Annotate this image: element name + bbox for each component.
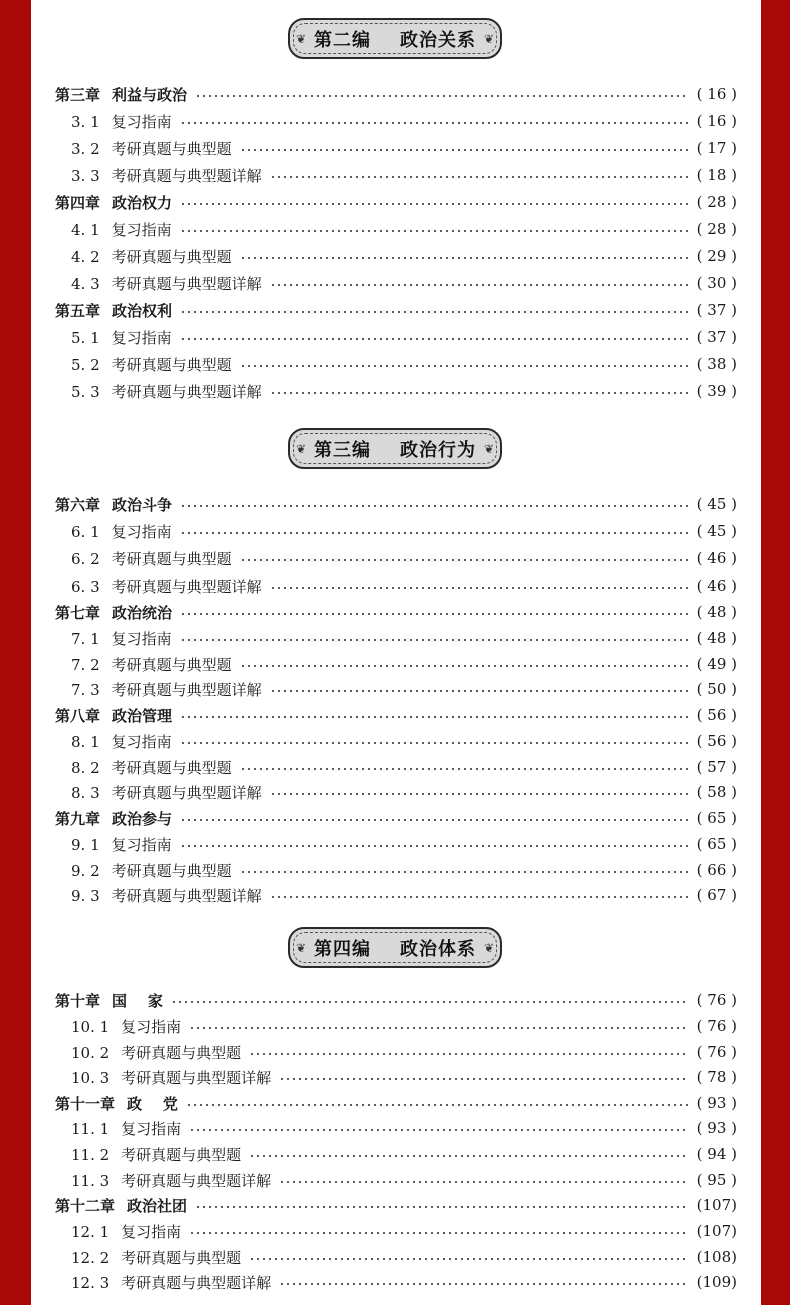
section-number: 11. 2: [71, 1145, 110, 1164]
section-title: 考研真题与典型题详解: [121, 1068, 272, 1087]
leader-dots: [270, 392, 689, 394]
toc-chapter-row[interactable]: [55, 1194, 737, 1216]
toc-section-row[interactable]: [55, 1117, 737, 1139]
chapter-number: 第十一章: [55, 1094, 116, 1113]
section-number: 4. 2: [71, 247, 100, 266]
section-number: 10. 2: [71, 1043, 110, 1062]
section-number: 4. 1: [71, 220, 100, 239]
page-number: ( 76 ): [696, 1017, 737, 1035]
toc-section-row[interactable]: [55, 833, 737, 855]
section-title: 复习指南: [111, 112, 172, 131]
toc-section-row[interactable]: [55, 245, 737, 267]
section-title: 复习指南: [111, 835, 172, 854]
leader-dots: [279, 1181, 688, 1183]
section-title: 考研真题与典型题详解: [111, 274, 262, 293]
toc-chapter-row[interactable]: [55, 191, 737, 213]
page-number: ( 50 ): [696, 680, 737, 698]
section-number: 5. 3: [71, 382, 100, 401]
toc-chapter-row[interactable]: [55, 1092, 737, 1114]
toc-section-row[interactable]: [55, 575, 737, 597]
toc-section-row[interactable]: [55, 653, 737, 675]
section-number: 3. 3: [71, 166, 100, 185]
toc-section-row[interactable]: [55, 272, 737, 294]
section-title: 复习指南: [111, 328, 172, 347]
leader-dots: [180, 716, 689, 718]
leader-dots: [270, 176, 689, 178]
part-heading: [288, 428, 502, 469]
leader-dots: [240, 149, 689, 151]
toc-section-row[interactable]: [55, 380, 737, 402]
section-number: 10. 3: [71, 1068, 110, 1087]
toc-section-row[interactable]: [55, 1066, 737, 1088]
toc-section-row[interactable]: [55, 1220, 737, 1242]
section-number: 6. 2: [71, 549, 100, 568]
leader-dots: [270, 690, 689, 692]
page-number: ( 56 ): [696, 732, 737, 750]
page-number: ( 16 ): [696, 112, 737, 130]
section-number: 4. 3: [71, 274, 100, 293]
chapter-title: 政治权力: [112, 193, 173, 212]
chapter-number: 第三章: [55, 85, 101, 104]
toc-section-row[interactable]: [55, 1246, 737, 1268]
chapter-title: 利益与政治: [112, 85, 188, 104]
page-number: ( 37 ): [696, 301, 737, 319]
leader-dots: [240, 871, 689, 873]
page-number: ( 93 ): [696, 1094, 737, 1112]
chapter-title: 国 家: [112, 991, 163, 1010]
leader-dots: [180, 505, 689, 507]
toc-section-row[interactable]: [55, 1015, 737, 1037]
scroll-ornament-icon: ❦: [483, 940, 494, 955]
part-heading: [288, 18, 502, 59]
toc-section-row[interactable]: [55, 164, 737, 186]
toc-section-row[interactable]: [55, 520, 737, 542]
toc-chapter-row[interactable]: [55, 704, 737, 726]
page-number: ( 65 ): [696, 809, 737, 827]
toc-page: [31, 0, 761, 1305]
leader-dots: [240, 768, 689, 770]
leader-dots: [240, 365, 689, 367]
page-number: ( 30 ): [696, 274, 737, 292]
page-number: ( 28 ): [696, 193, 737, 211]
leader-dots: [249, 1053, 688, 1055]
part-title: 第二编 政治关系: [313, 29, 477, 51]
section-title: 考研真题与典型题详解: [111, 166, 262, 185]
section-title: 考研真题与典型题详解: [121, 1171, 272, 1190]
leader-dots: [249, 1258, 688, 1260]
section-title: 考研真题与典型题详解: [111, 886, 262, 905]
section-title: 考研真题与典型题详解: [111, 783, 262, 802]
leader-dots: [189, 1027, 688, 1029]
section-number: 3. 2: [71, 139, 100, 158]
leader-dots: [195, 95, 689, 97]
leader-dots: [180, 338, 689, 340]
leader-dots: [240, 257, 689, 259]
chapter-title: 政 党: [127, 1094, 178, 1113]
page-number: ( 17 ): [696, 139, 737, 157]
chapter-number: 第六章: [55, 495, 101, 514]
leader-dots: [180, 311, 689, 313]
leader-dots: [270, 587, 689, 589]
toc-section-row[interactable]: [55, 353, 737, 375]
page-number: ( 58 ): [696, 783, 737, 801]
section-number: 7. 3: [71, 680, 100, 699]
page-number: ( 66 ): [696, 861, 737, 879]
section-title: 复习指南: [111, 220, 172, 239]
part-title: 第三编 政治行为: [313, 439, 477, 461]
toc-section-row[interactable]: [55, 884, 737, 906]
page-number: ( 94 ): [696, 1145, 737, 1163]
page-number: ( 76 ): [696, 991, 737, 1009]
section-number: 6. 1: [71, 522, 100, 541]
section-number: 8. 3: [71, 783, 100, 802]
chapter-number: 第四章: [55, 193, 101, 212]
toc-section-row[interactable]: [55, 326, 737, 348]
section-number: 6. 3: [71, 577, 100, 596]
section-number: 12. 1: [71, 1222, 110, 1241]
chapter-title: 政治管理: [112, 706, 173, 725]
scroll-ornament-icon: ❦: [296, 441, 307, 456]
section-number: 5. 2: [71, 355, 100, 374]
section-title: 考研真题与典型题: [121, 1248, 242, 1267]
section-number: 7. 1: [71, 629, 100, 648]
page-number: (109): [696, 1273, 737, 1291]
section-number: 11. 1: [71, 1119, 110, 1138]
chapter-title: 政治社团: [127, 1196, 188, 1215]
section-title: 复习指南: [121, 1222, 182, 1241]
page-number: ( 93 ): [696, 1119, 737, 1137]
leader-dots: [249, 1155, 688, 1157]
section-number: 8. 1: [71, 732, 100, 751]
toc-section-row[interactable]: [55, 1271, 737, 1293]
leader-dots: [180, 532, 689, 534]
leader-dots: [270, 793, 689, 795]
leader-dots: [180, 613, 689, 615]
page-number: ( 46 ): [696, 549, 737, 567]
section-title: 考研真题与典型题: [111, 247, 232, 266]
page-number: ( 16 ): [696, 85, 737, 103]
section-title: 复习指南: [111, 732, 172, 751]
leader-dots: [189, 1129, 688, 1131]
leader-dots: [279, 1283, 688, 1285]
leader-dots: [240, 665, 689, 667]
toc-chapter-row[interactable]: [55, 299, 737, 321]
page-number: ( 48 ): [696, 629, 737, 647]
section-number: 8. 2: [71, 758, 100, 777]
section-number: 10. 1: [71, 1017, 110, 1036]
section-title: 考研真题与典型题: [111, 355, 232, 374]
chapter-number: 第十章: [55, 991, 101, 1010]
chapter-title: 政治权利: [112, 301, 173, 320]
chapter-number: 第五章: [55, 301, 101, 320]
toc-section-row[interactable]: [55, 781, 737, 803]
section-title: 复习指南: [121, 1119, 182, 1138]
page-number: ( 76 ): [696, 1043, 737, 1061]
leader-dots: [189, 1232, 688, 1234]
page-number: ( 38 ): [696, 355, 737, 373]
section-number: 9. 2: [71, 861, 100, 880]
toc-section-row[interactable]: [55, 730, 737, 752]
part-title: 第四编 政治体系: [313, 938, 477, 960]
section-title: 考研真题与典型题: [111, 655, 232, 674]
page-number: ( 67 ): [696, 886, 737, 904]
section-title: 复习指南: [121, 1017, 182, 1036]
section-number: 5. 1: [71, 328, 100, 347]
leader-dots: [240, 559, 689, 561]
page-number: ( 37 ): [696, 328, 737, 346]
section-title: 考研真题与典型题: [111, 861, 232, 880]
section-title: 考研真题与典型题详解: [111, 382, 262, 401]
toc-section-row[interactable]: [55, 678, 737, 700]
page-number: ( 29 ): [696, 247, 737, 265]
leader-dots: [180, 122, 689, 124]
page-number: ( 39 ): [696, 382, 737, 400]
chapter-title: 政治参与: [112, 809, 173, 828]
leader-dots: [180, 639, 689, 641]
toc-section-row[interactable]: [55, 1143, 737, 1165]
scroll-ornament-icon: ❦: [296, 940, 307, 955]
toc-chapter-row[interactable]: [55, 493, 737, 515]
chapter-title: 政治斗争: [112, 495, 173, 514]
chapter-number: 第八章: [55, 706, 101, 725]
section-number: 9. 3: [71, 886, 100, 905]
toc-section-row[interactable]: [55, 137, 737, 159]
leader-dots: [171, 1001, 689, 1003]
leader-dots: [186, 1104, 689, 1106]
chapter-number: 第七章: [55, 603, 101, 622]
chapter-number: 第九章: [55, 809, 101, 828]
leader-dots: [270, 896, 689, 898]
section-number: 12. 2: [71, 1248, 110, 1267]
scroll-ornament-icon: ❦: [483, 31, 494, 46]
section-number: 7. 2: [71, 655, 100, 674]
section-title: 考研真题与典型题详解: [111, 577, 262, 596]
section-title: 考研真题与典型题详解: [121, 1273, 272, 1292]
toc-chapter-row[interactable]: [55, 807, 737, 829]
scroll-ornament-icon: ❦: [296, 31, 307, 46]
scroll-ornament-icon: ❦: [483, 441, 494, 456]
chapter-title: 政治统治: [112, 603, 173, 622]
section-title: 复习指南: [111, 629, 172, 648]
toc-section-row[interactable]: [55, 218, 737, 240]
toc-section-row[interactable]: [55, 756, 737, 778]
section-title: 考研真题与典型题: [111, 549, 232, 568]
section-number: 11. 3: [71, 1171, 110, 1190]
leader-dots: [180, 742, 689, 744]
leader-dots: [180, 203, 689, 205]
page-number: ( 65 ): [696, 835, 737, 853]
toc-section-row[interactable]: [55, 547, 737, 569]
page-number: ( 49 ): [696, 655, 737, 673]
page-number: ( 56 ): [696, 706, 737, 724]
toc-section-row[interactable]: [55, 627, 737, 649]
toc-chapter-row[interactable]: [55, 83, 737, 105]
page-number: ( 28 ): [696, 220, 737, 238]
leader-dots: [180, 845, 689, 847]
leader-dots: [279, 1078, 688, 1080]
section-title: 复习指南: [111, 522, 172, 541]
page-number: ( 46 ): [696, 577, 737, 595]
toc-section-row[interactable]: [55, 110, 737, 132]
toc-section-row[interactable]: [55, 859, 737, 881]
leader-dots: [180, 230, 689, 232]
section-number: 3. 1: [71, 112, 100, 131]
page-number: ( 18 ): [696, 166, 737, 184]
page-number: ( 48 ): [696, 603, 737, 621]
page-number: ( 57 ): [696, 758, 737, 776]
section-number: 12. 3: [71, 1273, 110, 1292]
page-number: ( 45 ): [696, 495, 737, 513]
toc-chapter-row[interactable]: [55, 601, 737, 623]
page-number: (108): [696, 1248, 737, 1266]
section-title: 考研真题与典型题: [121, 1043, 242, 1062]
section-number: 9. 1: [71, 835, 100, 854]
section-title: 考研真题与典型题: [111, 758, 232, 777]
chapter-number: 第十二章: [55, 1196, 116, 1215]
section-title: 考研真题与典型题: [121, 1145, 242, 1164]
section-title: 考研真题与典型题详解: [111, 680, 262, 699]
toc-section-row[interactable]: [55, 1041, 737, 1063]
toc-section-row[interactable]: [55, 1169, 737, 1191]
page-number: ( 78 ): [696, 1068, 737, 1086]
page-number: ( 95 ): [696, 1171, 737, 1189]
leader-dots: [180, 819, 689, 821]
leader-dots: [195, 1206, 689, 1208]
page-number: (107): [696, 1222, 737, 1240]
section-title: 考研真题与典型题: [111, 139, 232, 158]
leader-dots: [270, 284, 689, 286]
page-number: (107): [696, 1196, 737, 1214]
page-number: ( 45 ): [696, 522, 737, 540]
toc-chapter-row[interactable]: [55, 989, 737, 1011]
part-heading: [288, 927, 502, 968]
